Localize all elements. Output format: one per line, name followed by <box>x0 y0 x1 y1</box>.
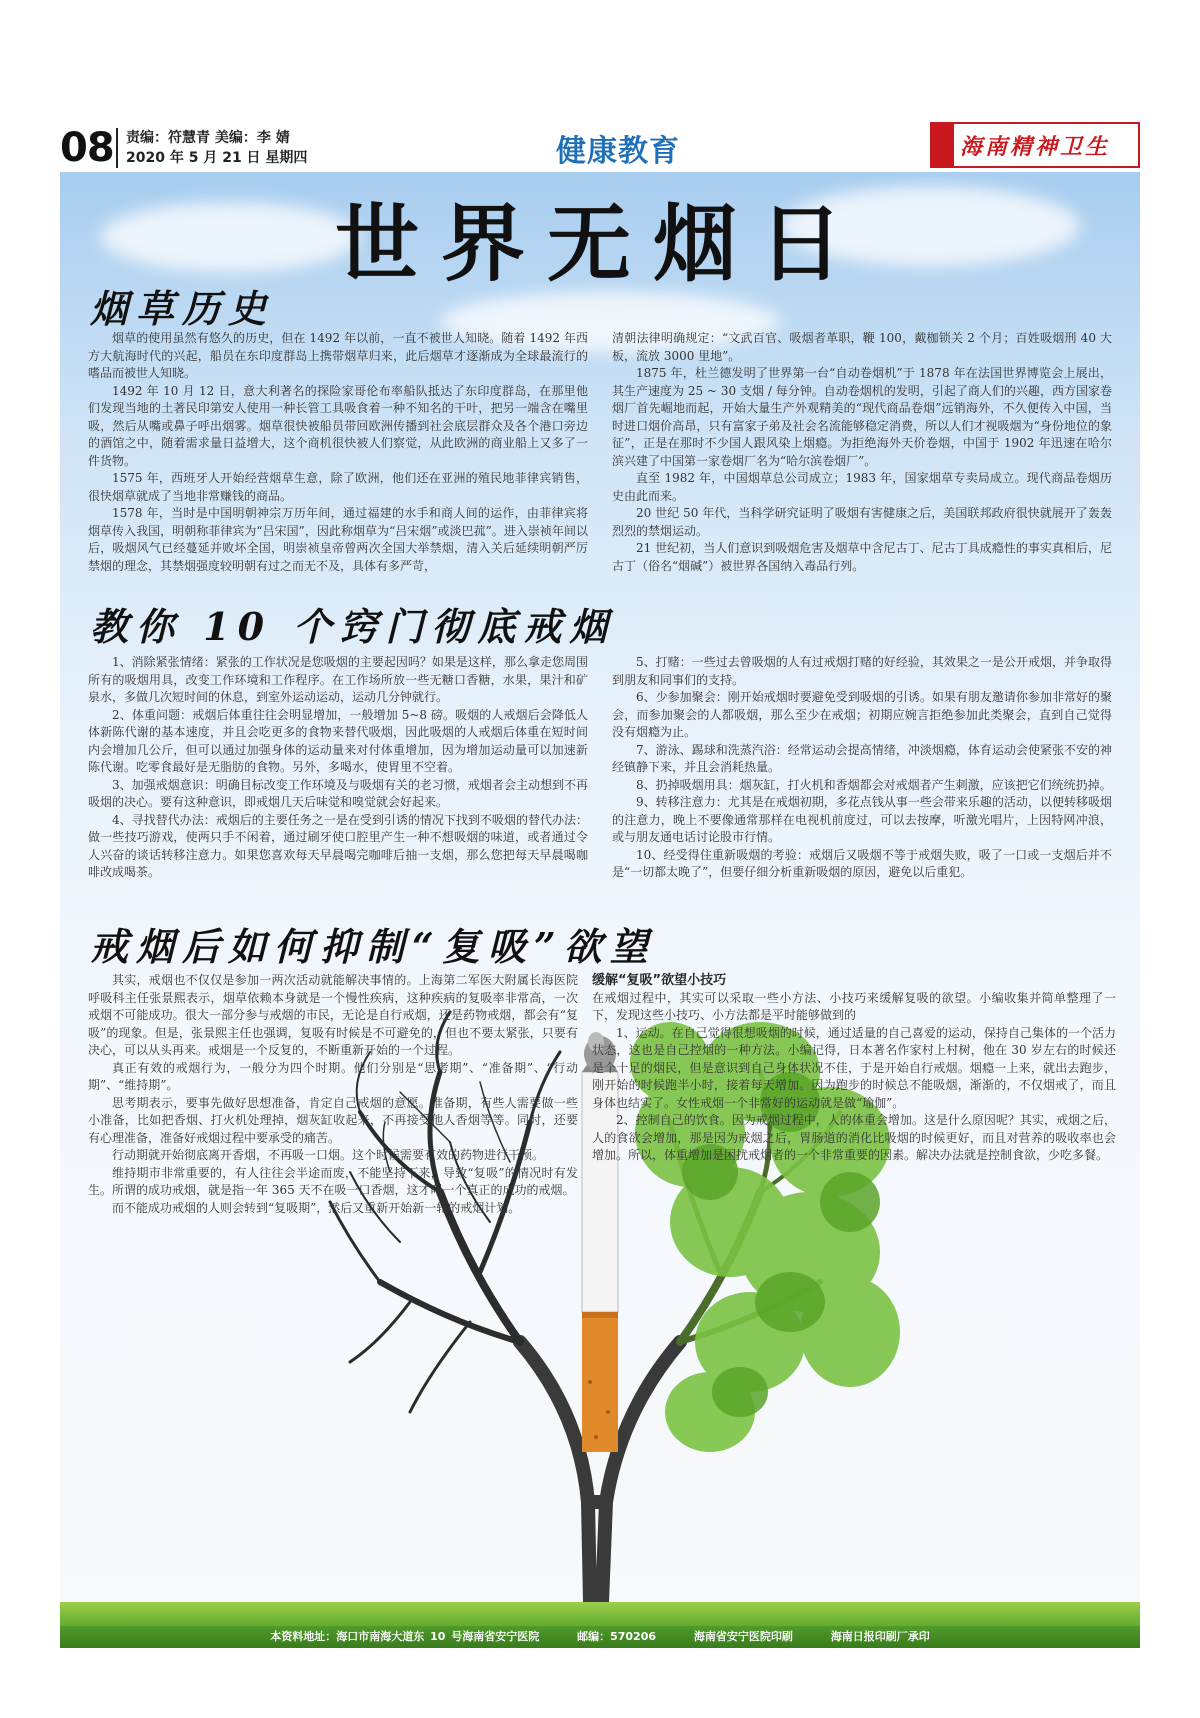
header-meta <box>126 128 307 168</box>
paragraph: 7、游泳、踢球和洗蒸汽浴：经常运动会提高情绪，冲淡烟瘾，体育运动会使紧张不安的神经镇静下来，并且会消耗热量。 <box>612 742 1112 774</box>
history-right-column <box>612 330 1112 575</box>
relapse-heading: 戒烟后如何抑制“复吸”欲望 <box>90 924 656 969</box>
paragraph: 真正有效的戒烟行为，一般分为四个时期。他们分别是“思考期”、“准备期”、“行动期”、“维持期”。 <box>88 1060 578 1092</box>
paragraph: 烟草的使用虽然有悠久的历史，但在 1492 年以前，一直不被世人知晓。随着 1492 年西方大航海时代的兴起，船员在东印度群岛上携带烟草归来，此后烟草才逐渐成为全球最流行的嗜品而被世人知晓。 <box>88 331 588 380</box>
paragraph: 清朝法律明确规定：“文武百官、吸烟者革职，鞭 100，戴枷锁关 2 个月；百姓吸烟刑 40 大板，流放 3000 里地”。 <box>612 331 1112 363</box>
date-line: 2020 年 5 月 21 日 星期四 <box>126 150 308 166</box>
paragraph: 维持期市非常重要的，有人往往会半途而废，不能坚持下来，导致“复吸”的情况时有发生。所谓的成功戒烟，就是指一年 365 天不在吸一口香烟，这才叫一个真正的成功的戒烟。 <box>88 1165 578 1197</box>
relapse-right-body <box>592 990 1116 1165</box>
footer-postcode: 邮编：570206 <box>577 1630 657 1643</box>
footer-address: 本资料地址：海口市南海大道东 10 号海南省安宁医院 <box>270 1630 540 1643</box>
paragraph: 1492 年 10 月 12 日，意大利著名的探险家哥伦布率船队抵达了东印度群岛，在那里他们发现当地的土著民印第安人使用一种长管工具吸食着一种不知名的干叶，把另一端含在嘴里吸，然后从嘴或鼻子呼出烟雾。烟草很快被船员带回欧洲传播到社会底层群众及各个港口旁边的酒馆之中，随着需求量日益增大，这个商机很快被人们察觉，从此欧洲的商业船上又多了一件货物。 <box>88 383 588 468</box>
relapse-left-column <box>88 972 578 1217</box>
paragraph: 2、控制自己的饮食。因为戒烟过程中，人的体重会增加。这是什么原因呢？其实，戒烟之后，人的食欲会增加，那是因为戒烟之后，胃肠道的消化比吸烟的时候更好，而且对营养的吸收率也会增加。所以，体重增加是困扰戒烟者的一个非常重要的因素。解决办法就是控制食欲，少吃多餐。 <box>592 1113 1116 1162</box>
footer-printer: 海南省安宁医院印刷 <box>693 1630 793 1643</box>
footer-press: 海南日报印刷厂承印 <box>830 1630 930 1643</box>
tips-right-column <box>612 654 1112 882</box>
paragraph: 直至 1982 年，中国烟草总公司成立；1983 年，国家烟草专卖局成立。现代商品卷烟历史由此而来。 <box>612 471 1112 503</box>
section-title: 健康教育 <box>518 126 718 170</box>
tips-heading: 教你 10 个窍门彻底戒烟 <box>90 604 616 649</box>
paragraph: 20 世纪 50 年代，当科学研究证明了吸烟有害健康之后，美国联邦政府很快就展开了轰轰烈烈的禁烟运动。 <box>612 506 1112 538</box>
paragraph: 4、寻找替代办法：戒烟后的主要任务之一是在受到引诱的情况下找到不吸烟的替代办法：做一些技巧游戏，使两只手不闲着，通过刷牙使口腔里产生一种不想吸烟的味道，或者通过令人兴奋的谈话转移注意力。如果您喜欢每天早晨喝完咖啡后抽一支烟，那么您把每天早晨喝咖啡改成喝茶。 <box>88 812 588 879</box>
page-header <box>60 118 1140 170</box>
paragraph: 8、扔掉吸烟用具：烟灰缸，打火机和香烟都会对戒烟者产生刺激，应该把它们统统扔掉。 <box>636 777 1112 792</box>
brand-logo <box>930 122 1140 168</box>
paragraph: 21 世纪初，当人们意识到吸烟危害及烟草中含尼古丁、尼古丁具成瘾性的事实真相后，尼古丁（俗名“烟碱”）被世界各国纳入毒品行列。 <box>612 541 1112 573</box>
brand-name: 海南精神卫生 <box>960 134 1111 160</box>
paragraph: 2、体重问题：戒烟后体重往往会明显增加，一般增加 5~8 磅。吸烟的人戒烟后会降低人体新陈代谢的基本速度，并且会吃更多的食物来替代吸烟，因此吸烟的人戒烟后体重在短时间内会增加几公斤，但可以通过加强身体的运动量来对付体重增加，因为增加运动量可以加速新陈代谢。吃零食最好是无脂肪的食物。另外，多喝水，使胃里不空着。 <box>88 707 588 774</box>
relapse-right-column <box>592 972 1116 1165</box>
tips-left-column <box>88 654 588 882</box>
content-panel <box>60 172 1140 1648</box>
history-heading: 烟草历史 <box>90 286 275 331</box>
paragraph: 9、转移注意力：尤其是在戒烟初期，多花点钱从事一些会带来乐趣的活动，以便转移吸烟的注意力，晚上不要像通常那样在电视机前度过，可以去按摩，听激光唱片，上因特网冲浪，或与朋友通电话讨论股市行情。 <box>612 795 1112 844</box>
header-divider <box>116 128 118 168</box>
editor-line: 责编：符慧青 美编：李 婧 <box>126 130 290 146</box>
paragraph: 3、加强戒烟意识：明确目标改变工作环境及与吸烟有关的老习惯，戒烟者会主动想到不再吸烟的决心。要有这种意识，即戒烟几天后味觉和嗅觉就会好起来。 <box>88 777 588 809</box>
paragraph: 其实，戒烟也不仅仅是参加一两次活动就能解决事情的。上海第二军医大附属长海医院呼吸科主任张景熙表示，烟草依赖本身就是一个慢性疾病，这种疾病的复吸率非常高，一次戒烟不可能成功。很大一部分参与戒烟的市民，无论是自行戒烟，还是药物戒烟，都会有“复吸”的现象。但是，张景熙主任也强调，复吸有时候是不可避免的，但也不要太紧张，只要有决心，可以从头再来。戒烟是一个反复的，不断重新开始的一个过程。 <box>88 973 578 1057</box>
paragraph: 在戒烟过程中，其实可以采取一些小方法、小技巧来缓解复吸的欲望。小编收集并简单整理了一下，发现这些小技巧、小方法都是平时能够做到的 <box>592 990 1116 1022</box>
paragraph: 1、运动。在自己觉得很想吸烟的时候，通过适量的自己喜爱的运动，保持自己集体的一个活力状态，这也是自己控烟的一种方法。小编记得，日本著名作家村上村树，他在 30 岁左右的时候还是个十足的烟民，但是意识到自己身体状况不佳，于是开始自行戒烟。烟瘾一上来，就出去跑步，刚开始的时候跑半小时，接着每天增加。因为跑步的时候总不能吸烟，渐渐的，不仅烟戒了，而且身体也结实了。女性戒烟一个非常好的运动就是做“瑜伽”。 <box>592 1025 1116 1110</box>
paragraph: 1875 年，杜兰德发明了世界第一台“自动卷烟机”于 1878 年在法国世界博览会上展出，其生产速度为 25 ~ 30 支烟 / 每分钟。自动卷烟机的发明，引起了商人们的兴趣，西方国家卷烟厂首先崛地而起，开始大量生产外观精美的“现代商品卷烟”远销海外，不久便传入中国，当时进口烟价高昂，只有富家子弟及社会名流能够稳定消费，所以人们才视吸烟为“身份地位的象征”，正是在那时不少国人跟风染上烟瘾。为拒绝海外天价卷烟，中国于 1902 年迅速在哈尔滨兴建了中国第一家卷烟厂名为“哈尔滨卷烟厂”。 <box>612 366 1112 468</box>
page-number: 08 <box>60 125 114 171</box>
paragraph: 6、少参加聚会：刚开始戒烟时要避免受到吸烟的引诱。如果有朋友邀请你参加非常好的聚会，而参加聚会的人都吸烟，那么至少在戒烟；初期应婉言拒绝参加此类聚会，直到自己觉得没有烟瘾为止。 <box>612 690 1112 739</box>
paragraph: 行动期就开始彻底离开香烟，不再吸一口烟。这个时候需要有效的药物进行干预。 <box>112 1148 545 1162</box>
paragraph: 5、打赌：一些过去曾吸烟的人有过戒烟打赌的好经验，其效果之一是公开戒烟，并争取得到朋友和同事们的支持。 <box>612 655 1112 687</box>
footer-info <box>60 1628 1140 1644</box>
main-title: 世界无烟日 <box>334 194 865 293</box>
history-left-column <box>88 330 588 575</box>
paragraph: 1578 年，当时是中国明朝神宗万历年间，通过福建的水手和商人间的运作，由菲律宾将烟草传入我国，明朝称菲律宾为“吕宋国”，因此称烟草为“吕宋烟”或淡巴菰”。进入崇祯年间以后，吸烟风气已经蔓延并败坏全国，明崇祯皇帝曾两次全国大举禁烟，清入关后延续明朝严厉禁烟的理念，其禁烟强度较明朝有过之而无不及，具体有多严苛， <box>88 506 588 573</box>
paragraph: 而不能成功戒烟的人则会转到“复吸期”，然后又重新开始新一轮的戒烟计划。 <box>112 1200 521 1215</box>
paragraph: 思考期表示，要事先做好思想准备，肯定自己戒烟的意愿。准备期，有些人需要做一些小准备，比如把香烟、打火机处理掉，烟灰缸收起来，不再接受他人香烟等等。同时，还要有心理准备，准备好戒烟过程中要承受的痛苦。 <box>88 1095 578 1145</box>
paragraph: 10、经受得住重新吸烟的考验：戒烟后又吸烟不等于戒烟失败，吸了一口或一支烟后并不是“一切都太晚了”，但要仔细分析重新吸烟的原因，避免以后重犯。 <box>612 847 1112 879</box>
paragraph: 1575 年，西班牙人开始经营烟草生意，除了欧洲，他们还在亚洲的殖民地菲律宾销售，很快烟草就成了当地非常赚钱的商品。 <box>88 471 588 503</box>
relapse-tips-title: 缓解“复吸”欲望小技巧 <box>592 973 727 988</box>
paragraph: 1、消除紧张情绪：紧张的工作状况是您吸烟的主要起因吗？如果是这样，那么拿走您周围所有的吸烟用具，改变工作环境和工作程序。在工作场所放一些无糖口香糖，水果，果汁和矿泉水，多做几次短时间的休息，到室外运动运动，运动几分钟就行。 <box>88 655 588 704</box>
